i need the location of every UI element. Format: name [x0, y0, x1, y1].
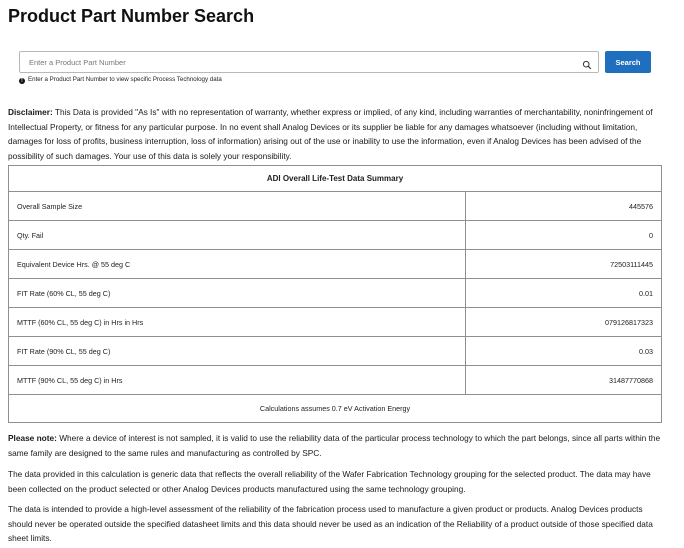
row-label: FIT Rate (90% CL, 55 deg C): [9, 337, 466, 366]
intended-use-note: The data is intended to provide a high-level assessment of the reliability of the fabrication process used to manufacture a given product or products. Analog Devices products should never be operated outside the specified datasheet limits and this data should never be used as an indication of the Reliability of a product outside of those specified data sheet limits.: [8, 504, 653, 544]
generic-data-note: The data provided in this calculation is generic data that reflects the overall reliability of the Wafer Fabrication Technology grouping for the selected product. The data may have been collected on the product selected or other Analog Devices products manufactured using the same technology grouping.: [8, 469, 651, 494]
table-row: [9, 279, 662, 308]
table-footer: Calculations assumes 0.7 eV Activation Energy: [9, 395, 662, 423]
please-note-text: Where a device of interest is not sampled, it is valid to use the reliability data of the particular process technology to which the part belongs, since all parts within the same family are designed to the same rules and manufacturing as controlled by SPC.: [8, 433, 661, 458]
search-button[interactable]: Search: [605, 51, 651, 73]
row-label: Qty. Fail: [9, 221, 466, 250]
table-row: [9, 250, 662, 279]
page-title: Product Part Number Search: [8, 6, 255, 26]
search-hint: [19, 76, 222, 84]
search-icon[interactable]: [582, 57, 592, 67]
table-title: ADI Overall Life-Test Data Summary: [9, 166, 662, 192]
info-icon: !: [19, 78, 25, 84]
row-label: MTTF (60% CL, 55 deg C) in Hrs in Hrs: [9, 308, 466, 337]
table-footer-row: [9, 395, 662, 423]
table-row: [9, 337, 662, 366]
row-value: 0.01: [466, 279, 662, 308]
please-note-label: Please note:: [8, 433, 57, 443]
row-label: FIT Rate (60% CL, 55 deg C): [9, 279, 466, 308]
life-test-summary-table: [8, 165, 662, 423]
disclaimer: [8, 105, 664, 164]
table-row: [9, 221, 662, 250]
please-note: [8, 431, 664, 460]
search-box: [19, 51, 599, 73]
table-header-row: [9, 166, 662, 192]
row-value: 72503111445: [466, 250, 662, 279]
table-row: [9, 192, 662, 221]
search-hint-text: Enter a Product Part Number to view specific Process Technology data: [28, 76, 222, 83]
row-label: MTTF (90% CL, 55 deg C) in Hrs: [9, 366, 466, 395]
table-row: [9, 308, 662, 337]
table-row: [9, 366, 662, 395]
row-value: 0.03: [466, 337, 662, 366]
row-value: 445576: [466, 192, 662, 221]
disclaimer-label: Disclaimer:: [8, 107, 53, 117]
row-label: Overall Sample Size: [9, 192, 466, 221]
row-value: 079126817323: [466, 308, 662, 337]
disclaimer-text: This Data is provided "As Is" with no representation of warranty, whether express or implied, of any kind, including warranties of merchantability, noninfringement of Intellectual Property, or fitness for any particular purpose. In no event shall Analog Devices or its supplier be liable for any damages whatsoever (including without limitation, damages for loss of profits, business interruption, loss of information) arising out of the use or inability to use the information, even if Analog Devices has been advised of the possibility of such damages. Your use of this data is solely your responsibility.: [8, 107, 653, 162]
row-value: 0: [466, 221, 662, 250]
row-value: 31487770868: [466, 366, 662, 395]
search-input[interactable]: [20, 52, 560, 72]
search-row: [19, 51, 650, 73]
row-label: Equivalent Device Hrs. @ 55 deg C: [9, 250, 466, 279]
